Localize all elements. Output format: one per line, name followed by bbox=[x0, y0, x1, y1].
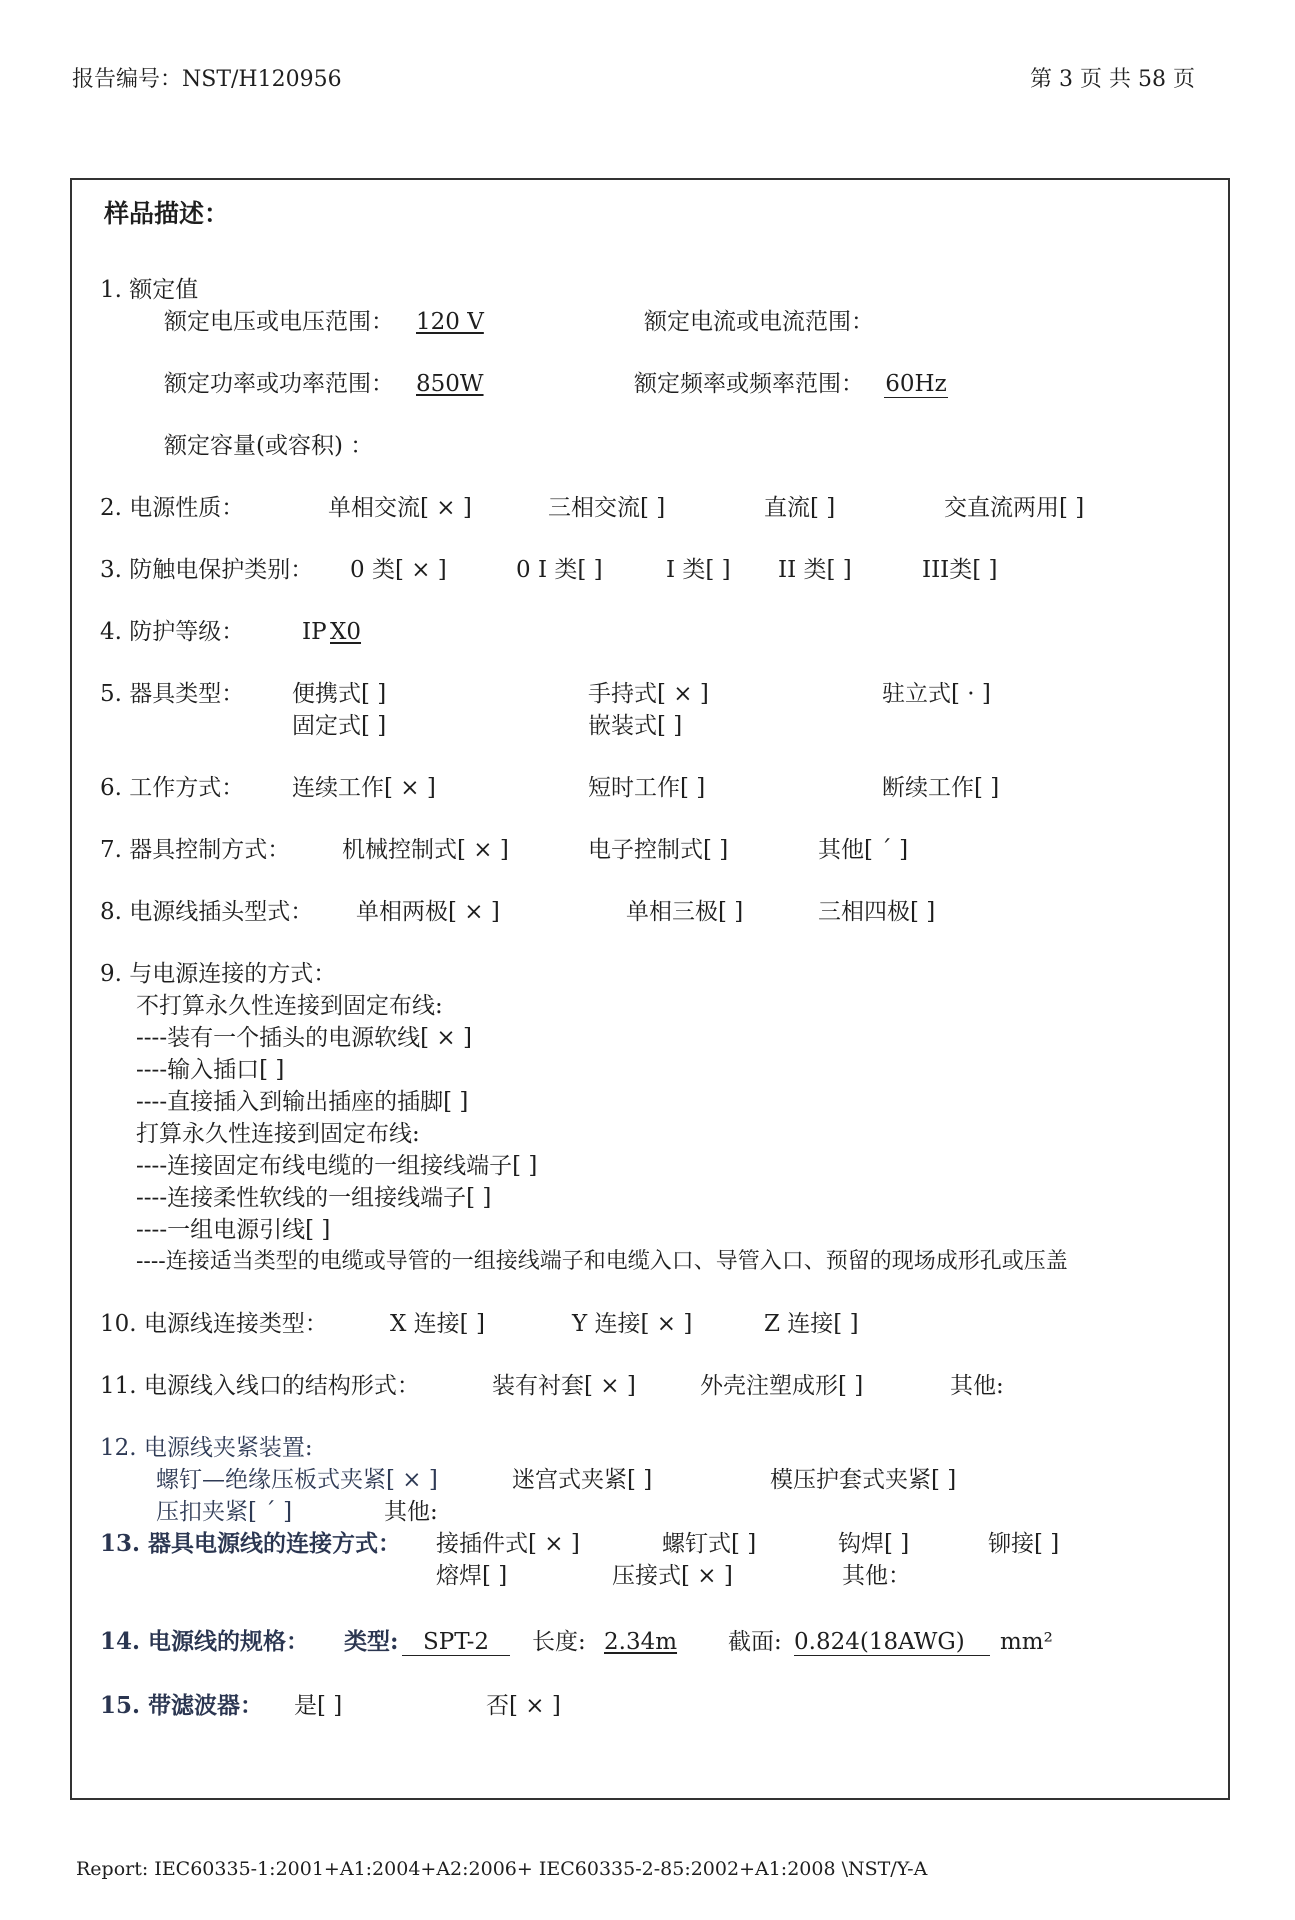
built-in-option: 嵌装式[ ] bbox=[588, 713, 683, 739]
plug-type-label: 8. 电源线插头型式： bbox=[100, 899, 314, 925]
electronic-control-option: 电子控制式[ ] bbox=[588, 837, 729, 863]
connection-line: ----输入插口[ ] bbox=[136, 1057, 285, 1083]
frequency-label: 额定频率或频率范围： bbox=[634, 371, 864, 397]
connection-line: ----连接适当类型的电缆或导管的一组接线端子和电缆入口、导管入口、预留的现场成形孔或压盖 bbox=[136, 1249, 1068, 1274]
power-label: 额定功率或功率范围： bbox=[164, 371, 394, 397]
short-time-option: 短时工作[ ] bbox=[588, 775, 706, 801]
cord-connection-label: 13. 器具电源线的连接方式： bbox=[100, 1530, 402, 1557]
other-control-option: 其他[ ˊ ] bbox=[818, 837, 909, 863]
dc-option: 直流[ ] bbox=[764, 495, 836, 521]
class-iii-option: III类[ ] bbox=[922, 557, 998, 583]
inlet-structure-label: 11. 电源线入线口的结构形式： bbox=[100, 1373, 420, 1399]
voltage-label: 额定电压或电压范围： bbox=[164, 309, 394, 335]
molded-option: 外壳注塑成形[ ] bbox=[700, 1373, 864, 1399]
current-label: 额定电流或电流范围： bbox=[644, 309, 874, 335]
other-connection-option: 其他： bbox=[842, 1563, 911, 1589]
single-phase-ac-option: 单相交流[ × ] bbox=[328, 495, 472, 521]
control-method-label: 7. 器具控制方式： bbox=[100, 837, 291, 863]
screw-clamp-option: 螺钉—绝缘压板式夹紧[ × ] bbox=[156, 1467, 438, 1493]
filter-label: 15. 带滤波器： bbox=[100, 1692, 264, 1719]
hook-solder-option: 钩焊[ ] bbox=[838, 1531, 910, 1557]
class-ii-option: II 类[ ] bbox=[778, 557, 852, 583]
class-i-option: I 类[ ] bbox=[666, 557, 731, 583]
continuous-option: 连续工作[ × ] bbox=[292, 775, 436, 801]
other-inlet-option: 其他: bbox=[950, 1373, 1004, 1399]
connector-option: 接插件式[ × ] bbox=[436, 1531, 580, 1557]
cord-type-value: SPT-2 bbox=[402, 1629, 510, 1656]
type-y-option: Y 连接[ × ] bbox=[572, 1311, 693, 1337]
cord-section-unit: mm² bbox=[1000, 1629, 1053, 1655]
weld-option: 熔焊[ ] bbox=[436, 1563, 508, 1589]
page-number: 第 3 页 共 58 页 bbox=[1030, 67, 1195, 92]
fixed-option: 固定式[ ] bbox=[292, 713, 387, 739]
footer-standard-reference: Report: IEC60335-1:2001+A1:2004+A2:2006+ IEC60335-2-85:2002+A1:2008 \NST/Y-A bbox=[76, 1858, 928, 1880]
filter-yes-option: 是[ ] bbox=[294, 1693, 343, 1719]
cord-section-label: 截面: bbox=[728, 1629, 782, 1655]
portable-option: 便携式[ ] bbox=[292, 681, 387, 707]
frequency-value-wrap bbox=[884, 370, 948, 398]
shock-protection-label: 3. 防触电保护类别： bbox=[100, 557, 314, 583]
three-phase-ac-option: 三相交流[ ] bbox=[548, 495, 666, 521]
intermittent-option: 断续工作[ ] bbox=[882, 775, 1000, 801]
class-0i-option: 0 I 类[ ] bbox=[516, 557, 603, 583]
cord-section-value: 0.824(18AWG) bbox=[794, 1629, 990, 1656]
hand-held-option: 手持式[ × ] bbox=[588, 681, 709, 707]
power-value: 850W bbox=[416, 371, 484, 397]
cord-length-value: 2.34m bbox=[604, 1629, 678, 1655]
ip-rating-label: 4. 防护等级： bbox=[100, 619, 245, 645]
type-x-option: X 连接[ ] bbox=[390, 1311, 485, 1337]
type-z-option: Z 连接[ ] bbox=[764, 1311, 859, 1337]
ac-dc-option: 交直流两用[ ] bbox=[944, 495, 1085, 521]
operation-mode-label: 6. 工作方式： bbox=[100, 775, 245, 801]
capacity-label: 额定容量(或容积) ： bbox=[164, 433, 374, 459]
connection-line: 打算永久性连接到固定布线: bbox=[136, 1121, 420, 1147]
cord-section-wrap bbox=[794, 1628, 990, 1656]
cord-type-wrap bbox=[402, 1628, 510, 1656]
section-title: 样品描述： bbox=[104, 199, 230, 228]
snap-clamp-option: 压扣夹紧[ ˊ ] bbox=[156, 1499, 293, 1525]
sample-description-box bbox=[70, 178, 1230, 1800]
rivet-option: 铆接[ ] bbox=[988, 1531, 1060, 1557]
stationary-option: 驻立式[ · ] bbox=[882, 681, 991, 707]
connection-line: ----直接插入到输出插座的插脚[ ] bbox=[136, 1089, 469, 1115]
class-0-option: 0 类[ × ] bbox=[350, 557, 447, 583]
cord-anchorage-label: 12. 电源线夹紧装置: bbox=[100, 1435, 313, 1461]
filter-no-option: 否[ × ] bbox=[486, 1693, 561, 1719]
crimp-option: 压接式[ × ] bbox=[612, 1563, 733, 1589]
appliance-type-label: 5. 器具类型： bbox=[100, 681, 245, 707]
cord-spec-label: 14. 电源线的规格： bbox=[100, 1628, 310, 1655]
two-pole-option: 单相两极[ × ] bbox=[356, 899, 500, 925]
frequency-value: 60Hz bbox=[885, 371, 947, 397]
screw-option: 螺钉式[ ] bbox=[662, 1531, 757, 1557]
ip-prefix: IP bbox=[302, 619, 327, 645]
ip-value: X0 bbox=[330, 619, 362, 645]
cord-length-label: 长度: bbox=[532, 1629, 586, 1655]
power-nature-label: 2. 电源性质： bbox=[100, 495, 245, 521]
connection-line: ----装有一个插头的电源软线[ × ] bbox=[136, 1025, 472, 1051]
connection-method-label: 9. 与电源连接的方式： bbox=[100, 961, 337, 987]
rating-heading: 1. 额定值 bbox=[100, 277, 199, 303]
connection-line: ----连接柔性软线的一组接线端子[ ] bbox=[136, 1185, 492, 1211]
cord-attachment-label: 10. 电源线连接类型： bbox=[100, 1311, 328, 1337]
report-number: 报告编号：NST/H120956 bbox=[72, 67, 342, 92]
three-pole-option: 单相三极[ ] bbox=[626, 899, 744, 925]
connection-line: ----连接固定布线电缆的一组接线端子[ ] bbox=[136, 1153, 538, 1179]
labyrinth-option: 迷宫式夹紧[ ] bbox=[512, 1467, 653, 1493]
other-anchorage-option: 其他: bbox=[384, 1499, 438, 1525]
molded-sheath-option: 模压护套式夹紧[ ] bbox=[770, 1467, 957, 1493]
connection-line: ----一组电源引线[ ] bbox=[136, 1217, 331, 1243]
bushing-option: 装有衬套[ × ] bbox=[492, 1373, 636, 1399]
mechanical-control-option: 机械控制式[ × ] bbox=[342, 837, 509, 863]
connection-line: 不打算永久性连接到固定布线: bbox=[136, 993, 443, 1019]
four-pole-option: 三相四极[ ] bbox=[818, 899, 936, 925]
voltage-value: 120 V bbox=[416, 309, 484, 335]
cord-type-label: 类型: bbox=[344, 1628, 399, 1655]
